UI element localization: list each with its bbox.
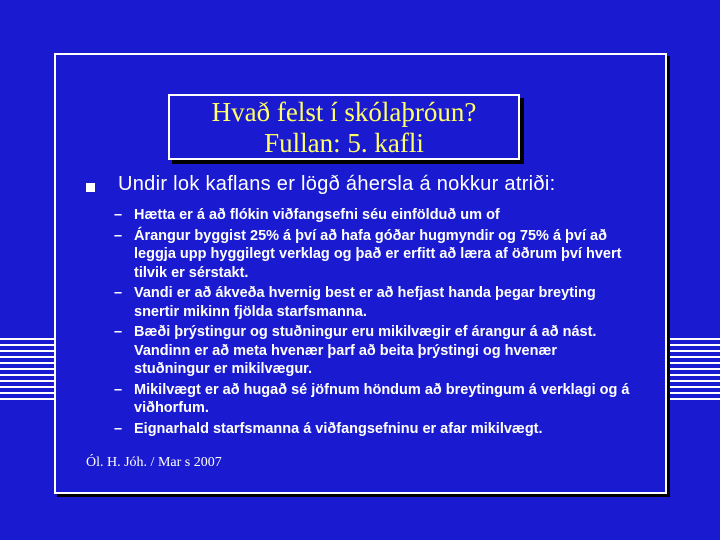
sub-bullet-item xyxy=(114,206,634,225)
sub-bullet-item xyxy=(114,381,634,418)
dash-icon: – xyxy=(114,285,123,301)
title-line-2: Fullan: 5. kafli xyxy=(264,128,424,158)
sub-bullet-list xyxy=(114,206,634,440)
decorative-stripes-right xyxy=(666,338,720,402)
decorative-stripes-left xyxy=(0,338,60,402)
dash-icon: – xyxy=(114,420,123,437)
square-bullet-icon xyxy=(86,183,95,192)
sub-bullet-text: Eignarhald starfsmanna á viðfangsefninu er afar mikilvægt. xyxy=(134,420,543,437)
sub-bullet-item xyxy=(114,284,634,321)
sub-bullet-text: Bæði þrýstingur og stuðningur eru mikilvægir ef árangur á að nást. Vandinn er að meta hvenær þarf að beita þrýstingi og hvenær stuðningur er mikilvægur. xyxy=(134,324,597,377)
slide-title xyxy=(168,94,520,160)
slide-footer: Ól. H. Jóh. / Mar s 2007 xyxy=(86,455,222,470)
sub-bullet-text: Árangur byggist 25% á því að hafa góðar hugmyndir og 75% á því að leggja upp hyggilegt verklag og það er erfitt að læra af öðrum því hvert tilvik er sérstakt. xyxy=(134,227,622,281)
dash-icon: – xyxy=(114,207,123,223)
sub-bullet-text: Vandi er að ákveða hvernig best er að hefjast handa þegar breyting snertir mikinn fjölda starfsmanna. xyxy=(134,285,596,320)
sub-bullet-item xyxy=(114,420,634,439)
dash-icon: – xyxy=(114,227,123,244)
title-line-1: Hvað felst í skólaþróun? xyxy=(211,97,477,127)
main-bullet-text: Undir lok kaflans er lögð áhersla á nokkur atriði: xyxy=(118,173,556,195)
sub-bullet-item xyxy=(114,323,634,379)
sub-bullet-text: Mikilvægt er að hugað sé jöfnum höndum að breytingum á verklagi og á viðhorfum. xyxy=(134,381,630,416)
sub-bullet-item xyxy=(114,227,634,283)
dash-icon: – xyxy=(114,381,123,398)
dash-icon: – xyxy=(114,324,123,340)
sub-bullet-text: Hætta er á að flókin viðfangsefni séu einfölduð um of xyxy=(134,207,500,223)
